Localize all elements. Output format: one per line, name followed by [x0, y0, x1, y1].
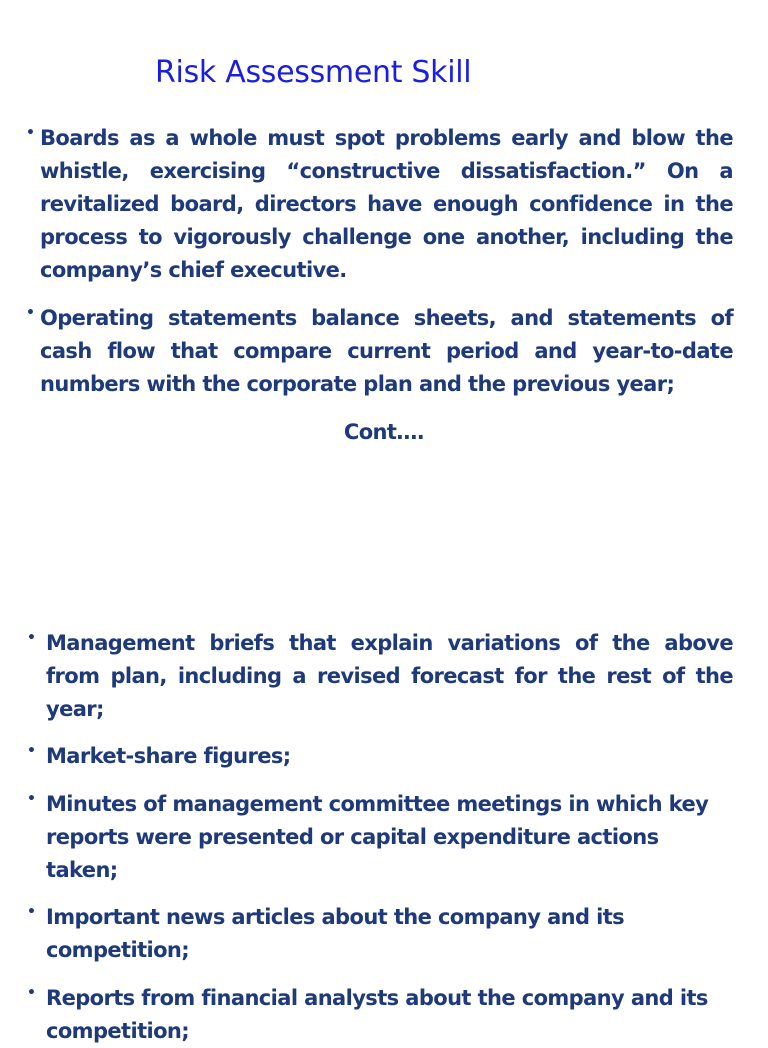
continuation-label: Cont…. [343, 420, 425, 444]
bullet-text: Reports from financial analysts about the company and its competition; [46, 986, 708, 1043]
bullet-marker: • [27, 630, 36, 646]
slide-title: Risk Assessment Skill [155, 55, 472, 90]
bullet-marker: • [27, 985, 36, 1001]
bullet-text: Boards as a whole must spot problems early and blow the whistle, exercising “constructive dissatisfaction.” On a revitalized board, directors have enough confidence in the process to vigorously challenge one another, including the company’s chief executive. [40, 126, 733, 282]
bullet-marker: • [26, 125, 35, 141]
bullet-text: Management briefs that explain variations of the above from plan, including a revised forecast for the rest of the year; [46, 631, 733, 721]
bullet-marker: • [27, 904, 36, 920]
bullet-board-oversight [26, 122, 733, 287]
bullet-text: Minutes of management committee meetings in which key reports were presented or capital expenditure actions taken; [46, 792, 709, 882]
bullet-market-share [27, 740, 733, 773]
bullet-news-articles [27, 901, 646, 967]
bullet-management-briefs [27, 627, 733, 726]
slide-2 [0, 600, 768, 1043]
bullet-text: Market-share figures; [46, 744, 291, 768]
bullet-committee-minutes [27, 788, 736, 887]
bullet-marker: • [26, 305, 35, 321]
bullet-marker: • [27, 743, 36, 759]
bullet-text: Important news articles about the company and its competition; [46, 905, 625, 962]
bullet-analyst-reports [27, 982, 736, 1048]
bullet-operating-statements [26, 302, 733, 401]
slide-1 [0, 0, 768, 500]
bullet-text: Operating statements balance sheets, and statements of cash flow that compare current period and year-to-date numbers with the corporate plan and the previous year; [40, 306, 733, 396]
bullet-marker: • [27, 791, 36, 807]
